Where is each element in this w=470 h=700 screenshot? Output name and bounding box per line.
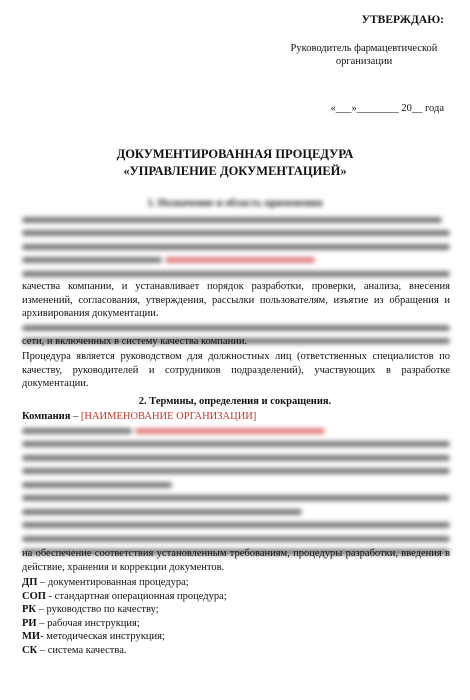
abbreviation-item: МИ- методическая инструкция; xyxy=(22,631,165,642)
company-value: [НАИМЕНОВАНИЕ ОРГАНИЗАЦИИ] xyxy=(80,411,257,422)
blurred-text-block-3 xyxy=(22,424,450,559)
section1-paragraph: Процедура является руководством для должностных лиц (ответственных специалистов по качеству, руководителей и сотрудников подразделений), участвующих в разработке документации. xyxy=(22,351,450,389)
section2-heading: 2. Термины, определения и сокращения. xyxy=(138,396,332,407)
abbreviation-list xyxy=(22,576,450,657)
company-dash: – xyxy=(70,411,81,422)
blurred-text-block-1 xyxy=(22,213,450,281)
abbreviation-item: РИ – рабочая инструкция; xyxy=(22,617,140,629)
section1-visible-text: качества компании, и устанавливает порядок разработки, проверки, анализа, внесения изменений, согласования, утверждения, рассылки пользователям, изъятие из обращения и архивирования документации. xyxy=(22,281,450,319)
abbreviation-item: СОП - стандартная операционная процедура; xyxy=(22,590,227,602)
section2-visible-text: на обеспечение соответствия установленным требованиям, процедуры разработки, введения в действие, хранения и коррекции документов. xyxy=(22,548,450,573)
section1-visible-text-2: сети, и включенных в систему качества компании. xyxy=(22,336,248,347)
approval-title: УТВЕРЖДАЮ: xyxy=(361,14,444,26)
company-label: Компания xyxy=(22,411,71,422)
company-line xyxy=(22,410,450,424)
document-title-line1: ДОКУМЕНТИРОВАННАЯ ПРОЦЕДУРА xyxy=(116,147,354,161)
abbreviation-item: СК – система качества. xyxy=(22,644,127,656)
approval-date-line: «___»________ 20__ года xyxy=(330,103,444,114)
section1-heading: 1. Назначение и область применения xyxy=(147,198,323,209)
abbreviation-item: ДП – документированная процедура; xyxy=(22,577,189,588)
approval-position: Руководитель фармацевтической организации xyxy=(290,43,438,67)
document-title-line2: «УПРАВЛЕНИЕ ДОКУМЕНТАЦИЕЙ» xyxy=(123,164,347,178)
abbreviation-item: РК – руководство по качеству; xyxy=(22,604,159,615)
